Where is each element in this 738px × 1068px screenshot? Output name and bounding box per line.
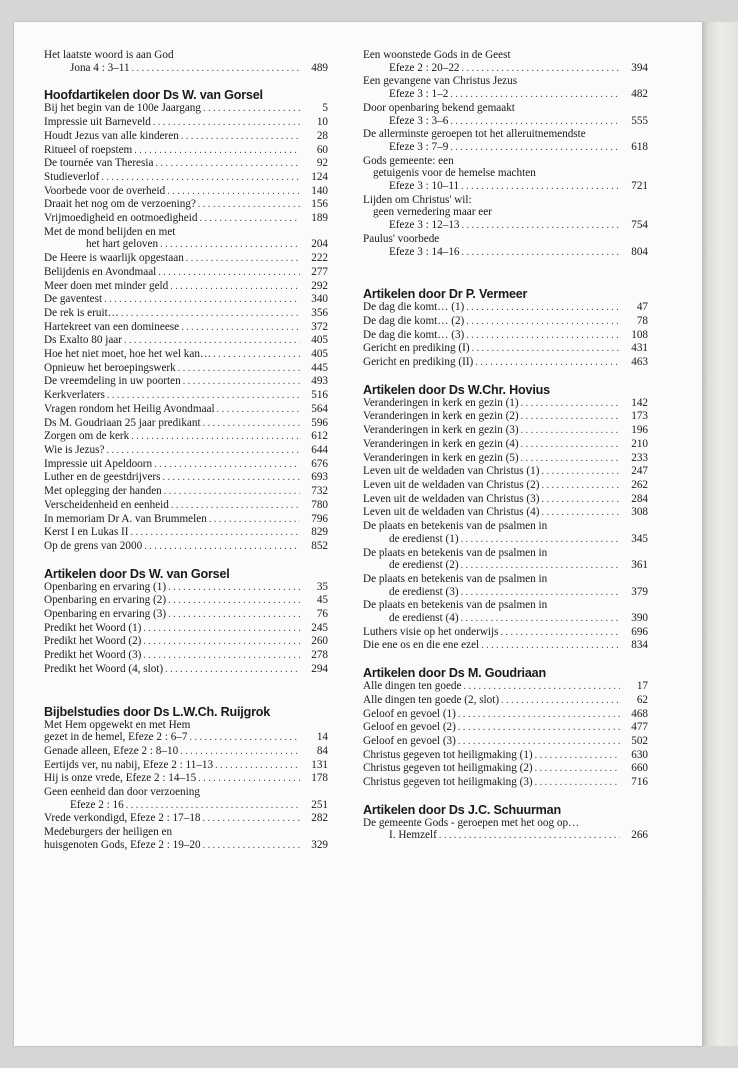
toc-entry bbox=[44, 499, 328, 513]
entry-row bbox=[363, 246, 648, 260]
entry-title: Ds M. Goudriaan 25 jaar predikant bbox=[44, 416, 201, 429]
section-heading: Artikelen door Ds W.Chr. Hovius bbox=[363, 382, 550, 397]
page-number: 140 bbox=[311, 184, 328, 197]
entry-title: Wie is Jezus? bbox=[44, 443, 105, 456]
toc-entry bbox=[363, 708, 648, 722]
entry-title: Predikt het Woord (2) bbox=[44, 635, 142, 648]
toc-entry bbox=[363, 452, 648, 466]
entry-title: Christus gegeven tot heiligmaking (1) bbox=[363, 748, 533, 761]
entry-ref: Efeze 2 : 16 bbox=[70, 798, 124, 811]
page-number: 78 bbox=[636, 314, 648, 327]
entry-row bbox=[363, 88, 648, 102]
entry-title: De gaventest bbox=[44, 293, 103, 306]
entry-row bbox=[44, 731, 328, 745]
entry-title: Opnieuw het beroepingswerk bbox=[44, 361, 176, 374]
toc-entry bbox=[363, 639, 648, 653]
toc-entry bbox=[363, 735, 648, 749]
page-number: 394 bbox=[631, 61, 648, 74]
entry-row bbox=[363, 829, 648, 843]
toc-entry bbox=[44, 635, 328, 649]
page-number: 260 bbox=[311, 635, 328, 648]
psalm-entries bbox=[363, 520, 648, 626]
entry-title: gezet in de hemel, Efeze 2 : 6–7 bbox=[44, 731, 188, 744]
entry-row bbox=[363, 115, 648, 129]
page-number: 489 bbox=[311, 61, 328, 74]
entry-title: Geloof en gevoel (3) bbox=[363, 734, 456, 747]
entry-title: Met de mond belijden en met bbox=[44, 225, 176, 238]
toc-entry bbox=[44, 745, 328, 759]
toc-entry bbox=[44, 157, 328, 171]
toc-entry bbox=[44, 293, 328, 307]
toc-entry bbox=[44, 102, 328, 116]
entry-title: Door openbaring bekend gemaakt bbox=[363, 101, 515, 114]
page-number: 618 bbox=[631, 140, 648, 153]
toc-entry bbox=[44, 144, 328, 158]
toc-entry bbox=[363, 424, 648, 438]
entry-title: Kerst I en Lukas II bbox=[44, 526, 129, 539]
page-number: 277 bbox=[311, 265, 328, 278]
entry-title: De dag die komt… (2) bbox=[363, 314, 465, 327]
entry-title: Vrede verkondigd, Efeze 2 : 17–18 bbox=[44, 812, 201, 825]
entry-title: Openbaring en ervaring (2) bbox=[44, 594, 167, 607]
entry-title: Luthers visie op het onderwijs bbox=[363, 625, 499, 638]
page-number: 780 bbox=[311, 498, 328, 511]
toc-entry bbox=[44, 321, 328, 335]
entry-title: Zorgen om de kerk bbox=[44, 430, 130, 443]
entry-title: Luther en de geestdrijvers bbox=[44, 471, 161, 484]
right-column bbox=[363, 49, 648, 843]
entry-title: Hoe het niet moet, hoe het wel kan… bbox=[44, 348, 212, 361]
page-number: 196 bbox=[631, 424, 648, 437]
entry-ref: Efeze 2 : 20–22 bbox=[389, 61, 460, 74]
section-artikelen-gorsel bbox=[44, 567, 328, 677]
page-number: 131 bbox=[311, 758, 328, 771]
toc-list bbox=[363, 397, 648, 520]
page-number: 405 bbox=[311, 348, 328, 361]
page-number: 294 bbox=[311, 662, 328, 675]
entry-row bbox=[363, 141, 648, 155]
toc-entry bbox=[363, 721, 648, 735]
entry-title: Die ene os en die ene ezel bbox=[363, 639, 480, 652]
toc-list bbox=[44, 252, 328, 553]
page-number: 390 bbox=[631, 612, 648, 625]
page-number: 76 bbox=[316, 608, 328, 621]
page-number: 796 bbox=[311, 512, 328, 525]
page-number: 596 bbox=[311, 416, 328, 429]
section-heading: Artikelen door Ds M. Goudriaan bbox=[363, 666, 546, 681]
page-number: 716 bbox=[631, 776, 648, 789]
entry-title: Impressie uit Apeldoorn bbox=[44, 457, 153, 470]
entry-title: Kerkverlaters bbox=[44, 389, 105, 402]
entry-title: Vrijmoedigheid en ootmoedigheid bbox=[44, 212, 198, 225]
toc-list bbox=[363, 301, 648, 370]
page-number: 108 bbox=[631, 328, 648, 341]
toc-entry bbox=[44, 334, 328, 348]
entry-title: Leven uit de weldaden van Christus (4) bbox=[363, 506, 540, 519]
page-number: 282 bbox=[311, 812, 328, 825]
page-number: 204 bbox=[311, 238, 328, 251]
toc-entry bbox=[363, 762, 648, 776]
entry-ref: Efeze 3 : 3–6 bbox=[389, 114, 449, 127]
section-heading: Artikelen door Ds W. van Gorsel bbox=[44, 566, 230, 581]
toc-list bbox=[44, 581, 328, 677]
entry-title: geen vernedering maar eer bbox=[373, 206, 492, 219]
entry-title: Studieverlof bbox=[44, 170, 100, 183]
toc-entry bbox=[44, 759, 328, 773]
toc-entry bbox=[363, 612, 648, 626]
page-number: 62 bbox=[636, 693, 648, 706]
entry-title: De plaats en betekenis van de psalmen in bbox=[363, 599, 548, 612]
entry-title: De plaats en betekenis van de psalmen in bbox=[363, 520, 548, 533]
page-number: 696 bbox=[631, 625, 648, 638]
page-number: 45 bbox=[316, 594, 328, 607]
entry-title: I. Hemzelf bbox=[389, 829, 437, 842]
page-number: 17 bbox=[636, 680, 648, 693]
section-heading: Artikelen door Ds J.C. Schuurman bbox=[363, 802, 561, 817]
toc-entry bbox=[44, 526, 328, 540]
toc-entry bbox=[44, 280, 328, 294]
page-number: 92 bbox=[316, 157, 328, 170]
toc-entry bbox=[44, 307, 328, 321]
entry-title: Christus gegeven tot heiligmaking (2) bbox=[363, 762, 533, 775]
entry-title: Medeburgers der heiligen en bbox=[44, 826, 173, 839]
toc-list bbox=[363, 626, 648, 653]
entry-title: de eredienst (4) bbox=[389, 612, 459, 625]
page-number: 10 bbox=[316, 116, 328, 129]
page-number: 278 bbox=[311, 649, 328, 662]
entry-title: Leven uit de weldaden van Christus (3) bbox=[363, 492, 540, 505]
entry-title: Lijden om Christus' wil: bbox=[363, 193, 472, 206]
toc-entry bbox=[44, 252, 328, 266]
entry-title: Meer doen met minder geld bbox=[44, 279, 169, 292]
toc-entry bbox=[44, 594, 328, 608]
next-page-edge bbox=[702, 22, 738, 1046]
page-number: 35 bbox=[316, 580, 328, 593]
page-number: 266 bbox=[631, 829, 648, 842]
toc-entry bbox=[44, 212, 328, 226]
entry-title: De plaats en betekenis van de psalmen in bbox=[363, 546, 548, 559]
toc-entry bbox=[44, 417, 328, 431]
entry-ref: Efeze 3 : 1–2 bbox=[389, 88, 449, 101]
page-number: 329 bbox=[311, 838, 328, 851]
entry-title: de eredienst (1) bbox=[389, 532, 459, 545]
toc-entry bbox=[363, 749, 648, 763]
page-number: 173 bbox=[631, 410, 648, 423]
toc-entry bbox=[44, 649, 328, 663]
entry-title: De dag die komt… (1) bbox=[363, 301, 465, 314]
toc-list bbox=[44, 745, 328, 786]
toc-entry bbox=[363, 329, 648, 343]
entry-title: Houdt Jezus van alle kinderen bbox=[44, 129, 179, 142]
toc-entry bbox=[44, 116, 328, 130]
entry-title: Leven uit de weldaden van Christus (2) bbox=[363, 478, 540, 491]
toc-entry bbox=[363, 586, 648, 600]
toc-entry bbox=[44, 430, 328, 444]
entry-title: Hij is onze vrede, Efeze 2 : 14–15 bbox=[44, 772, 197, 785]
page-number: 612 bbox=[311, 430, 328, 443]
page-number: 644 bbox=[311, 443, 328, 456]
page-number: 482 bbox=[631, 88, 648, 101]
page-number: 754 bbox=[631, 219, 648, 232]
page-number: 245 bbox=[311, 621, 328, 634]
page-number: 693 bbox=[311, 471, 328, 484]
page-number: 463 bbox=[631, 356, 648, 369]
toc-entry bbox=[363, 438, 648, 452]
page-number: 721 bbox=[631, 180, 648, 193]
page-number: 732 bbox=[311, 485, 328, 498]
page-number: 284 bbox=[631, 492, 648, 505]
toc-entry bbox=[44, 444, 328, 458]
page-number: 210 bbox=[631, 437, 648, 450]
entry-title: Ds Exalto 80 jaar bbox=[44, 334, 122, 347]
page-number: 340 bbox=[311, 293, 328, 306]
entry-row bbox=[363, 219, 648, 233]
page-number: 477 bbox=[631, 721, 648, 734]
page-number: 445 bbox=[311, 361, 328, 374]
page-number: 308 bbox=[631, 506, 648, 519]
entry-title: Met Hem opgewekt en met Hem bbox=[44, 718, 191, 731]
toc-entry bbox=[44, 471, 328, 485]
toc-entry bbox=[44, 581, 328, 595]
page-number: 829 bbox=[311, 526, 328, 539]
toc-entry bbox=[363, 776, 648, 790]
entry-title: Belijdenis en Avondmaal bbox=[44, 265, 157, 278]
entry-title: Met oplegging der handen bbox=[44, 485, 162, 498]
page-number: 834 bbox=[631, 639, 648, 652]
entry-row bbox=[44, 238, 328, 252]
entry-title: De rek is eruit… bbox=[44, 306, 119, 319]
entry-title: Op de grens van 2000 bbox=[44, 539, 143, 552]
entry-title: Veranderingen in kerk en gezin (1) bbox=[363, 396, 519, 409]
page-number: 28 bbox=[316, 129, 328, 142]
toc-entry bbox=[363, 315, 648, 329]
page-number: 124 bbox=[311, 170, 328, 183]
entry-ref: Efeze 3 : 12–13 bbox=[389, 219, 460, 232]
entry-title: Geen eenheid dan door verzoening bbox=[44, 786, 200, 799]
entry-title: huisgenoten Gods, Efeze 2 : 19–20 bbox=[44, 838, 201, 851]
entry-title: Vragen rondom het Heilig Avondmaal bbox=[44, 402, 215, 415]
toc-entry bbox=[363, 301, 648, 315]
section-heading: Artikelen door Dr P. Vermeer bbox=[363, 287, 528, 302]
entry-title: Veranderingen in kerk en gezin (4) bbox=[363, 437, 519, 450]
entry-title: Gods gemeente: een bbox=[363, 154, 454, 167]
section-schuurman bbox=[363, 803, 648, 843]
page-number: 379 bbox=[631, 585, 648, 598]
section-heading: Hoofdartikelen door Ds W. van Gorsel bbox=[44, 88, 263, 103]
toc-entry bbox=[363, 479, 648, 493]
entry-title: Verscheidenheid en eenheid bbox=[44, 498, 169, 511]
page-number: 222 bbox=[311, 252, 328, 265]
page-number: 431 bbox=[631, 342, 648, 355]
entry-title: Veranderingen in kerk en gezin (2) bbox=[363, 410, 519, 423]
toc-entry bbox=[44, 772, 328, 786]
page-number: 852 bbox=[311, 539, 328, 552]
section-vermeer bbox=[363, 287, 648, 370]
entry-title: Veranderingen in kerk en gezin (5) bbox=[363, 451, 519, 464]
entry-title: Predikt het Woord (1) bbox=[44, 621, 142, 634]
section-goudriaan bbox=[363, 666, 648, 790]
toc-entry bbox=[44, 198, 328, 212]
toc-entry bbox=[44, 266, 328, 280]
entry-title: Predikt het Woord (3) bbox=[44, 649, 142, 662]
entry-title: Een gevangene van Christus Jezus bbox=[363, 75, 518, 88]
toc-entry bbox=[363, 559, 648, 573]
page-number: 468 bbox=[631, 707, 648, 720]
toc-entry bbox=[363, 356, 648, 370]
toc-list bbox=[363, 680, 648, 790]
entry-title: Paulus' voorbede bbox=[363, 232, 440, 245]
page-number: 60 bbox=[316, 143, 328, 156]
entry-title: De dag die komt… (3) bbox=[363, 328, 465, 341]
entry-title: Alle dingen ten goede bbox=[363, 680, 462, 693]
entry-title: Leven uit de weldaden van Christus (1) bbox=[363, 465, 540, 478]
page-number: 804 bbox=[631, 245, 648, 258]
section-bijbelstudies bbox=[44, 705, 328, 853]
page-number: 84 bbox=[316, 744, 328, 757]
entry-title: Het laatste woord is aan God bbox=[44, 49, 174, 61]
toc-entry bbox=[44, 540, 328, 554]
toc-entry bbox=[363, 493, 648, 507]
entry-row bbox=[363, 180, 648, 194]
page-number: 502 bbox=[631, 734, 648, 747]
toc-entry bbox=[44, 375, 328, 389]
entry-row bbox=[363, 62, 648, 76]
page-number: 156 bbox=[311, 198, 328, 211]
toc-entry bbox=[44, 458, 328, 472]
entry-title: Openbaring en ervaring (3) bbox=[44, 608, 167, 621]
page-number: 372 bbox=[311, 320, 328, 333]
page-number: 47 bbox=[636, 301, 648, 314]
toc-entry bbox=[44, 389, 328, 403]
entry-title: Voorbede voor de overheid bbox=[44, 184, 166, 197]
entry-title: De vreemdeling in uw poorten bbox=[44, 375, 181, 388]
entry-title: Genade alleen, Efeze 2 : 8–10 bbox=[44, 744, 179, 757]
page-number: 630 bbox=[631, 748, 648, 761]
page-number: 262 bbox=[631, 478, 648, 491]
entry-title: de eredienst (2) bbox=[389, 559, 459, 572]
toc-entry bbox=[44, 485, 328, 499]
entry-title: het hart geloven bbox=[86, 238, 159, 251]
entry-title: Een woonstede Gods in de Geest bbox=[363, 49, 511, 61]
entry-title: Gericht en prediking (I) bbox=[363, 342, 470, 355]
toc-entry bbox=[363, 410, 648, 424]
entry-title: Geloof en gevoel (2) bbox=[363, 721, 456, 734]
section-hovius bbox=[363, 383, 648, 653]
page-number: 14 bbox=[316, 731, 328, 744]
section-heading: Bijbelstudies door Ds L.W.Ch. Ruijgrok bbox=[44, 704, 271, 719]
section-hoofdartikelen bbox=[44, 88, 328, 553]
toc-entry bbox=[44, 185, 328, 199]
entry-title: de eredienst (3) bbox=[389, 585, 459, 598]
page-number: 292 bbox=[311, 279, 328, 292]
entry-title: Impressie uit Barneveld bbox=[44, 116, 151, 129]
entry-row bbox=[44, 839, 328, 853]
page-number: 676 bbox=[311, 457, 328, 470]
entry-title: De plaats en betekenis van de psalmen in bbox=[363, 572, 548, 585]
page-number: 564 bbox=[311, 402, 328, 415]
entry-row bbox=[44, 799, 328, 813]
page-number: 247 bbox=[631, 465, 648, 478]
page-number: 233 bbox=[631, 451, 648, 464]
page-number: 5 bbox=[322, 102, 328, 115]
section-efeze-continued bbox=[363, 49, 648, 259]
entry-title: In memoriam Dr A. van Brummelen bbox=[44, 512, 207, 525]
entry-title: De gemeente Gods - geroepen met het oog op… bbox=[363, 816, 580, 829]
toc-entry bbox=[44, 171, 328, 185]
toc-entry bbox=[363, 694, 648, 708]
entry-row bbox=[44, 812, 328, 826]
entry-title: Predikt het Woord (4, slot) bbox=[44, 662, 164, 675]
entry-title: Hartekreet van een domineese bbox=[44, 320, 180, 333]
page-number: 660 bbox=[631, 762, 648, 775]
toc-entry bbox=[44, 663, 328, 677]
entry-title: Geloof en gevoel (1) bbox=[363, 707, 456, 720]
page-number: 178 bbox=[311, 772, 328, 785]
entry-ref: Efeze 3 : 10–11 bbox=[389, 180, 460, 193]
toc-entry bbox=[363, 342, 648, 356]
entry-title: Christus gegeven tot heiligmaking (3) bbox=[363, 776, 533, 789]
page-number: 516 bbox=[311, 389, 328, 402]
entry-title: De tournée van Theresia bbox=[44, 157, 154, 170]
toc-entry bbox=[363, 465, 648, 479]
entry-title: Alle dingen ten goede (2, slot) bbox=[363, 693, 500, 706]
page-number: 142 bbox=[631, 396, 648, 409]
left-column bbox=[44, 49, 328, 853]
intro-entry bbox=[44, 49, 328, 75]
entry-title: De allerminste geroepen tot het alleruitnemendste bbox=[363, 128, 586, 141]
entry-title: getuigenis voor de hemelse machten bbox=[373, 167, 536, 180]
entry-title: Eertijds ver, nu nabij, Efeze 2 : 11–13 bbox=[44, 758, 214, 771]
entry-title: Openbaring en ervaring (1) bbox=[44, 580, 167, 593]
page-number: 356 bbox=[311, 306, 328, 319]
page-number: 361 bbox=[631, 559, 648, 572]
entry-ref: Efeze 3 : 14–16 bbox=[389, 245, 460, 258]
page-number: 493 bbox=[311, 375, 328, 388]
toc-entry bbox=[44, 362, 328, 376]
toc-entry bbox=[44, 348, 328, 362]
entry-row bbox=[44, 62, 328, 76]
toc-entry bbox=[363, 626, 648, 640]
entry-ref: Efeze 3 : 7–9 bbox=[389, 140, 449, 153]
entry-title: Ritueel of roepstem bbox=[44, 143, 133, 156]
toc-entry bbox=[363, 397, 648, 411]
toc-entry bbox=[44, 403, 328, 417]
entry-title: Draait het nog om de verzoening? bbox=[44, 198, 196, 211]
toc-entry bbox=[44, 622, 328, 636]
entry-ref: Jona 4 : 3–11 bbox=[70, 61, 130, 74]
page-number: 189 bbox=[311, 212, 328, 225]
page-number: 405 bbox=[311, 334, 328, 347]
entry-title: Bij het begin van de 100e Jaargang bbox=[44, 102, 201, 115]
toc-entry bbox=[44, 608, 328, 622]
toc-list bbox=[44, 102, 328, 225]
entry-title: Veranderingen in kerk en gezin (3) bbox=[363, 424, 519, 437]
toc-entry bbox=[363, 680, 648, 694]
page-number: 345 bbox=[631, 532, 648, 545]
toc-entry bbox=[44, 513, 328, 527]
toc-entry bbox=[363, 506, 648, 520]
page-number: 251 bbox=[311, 798, 328, 811]
entry-title: Gericht en prediking (II) bbox=[363, 356, 474, 369]
toc-entry bbox=[44, 130, 328, 144]
entry-title: De Heere is waarlijk opgestaan bbox=[44, 252, 184, 265]
page-number: 555 bbox=[631, 114, 648, 127]
toc-entry bbox=[363, 533, 648, 547]
